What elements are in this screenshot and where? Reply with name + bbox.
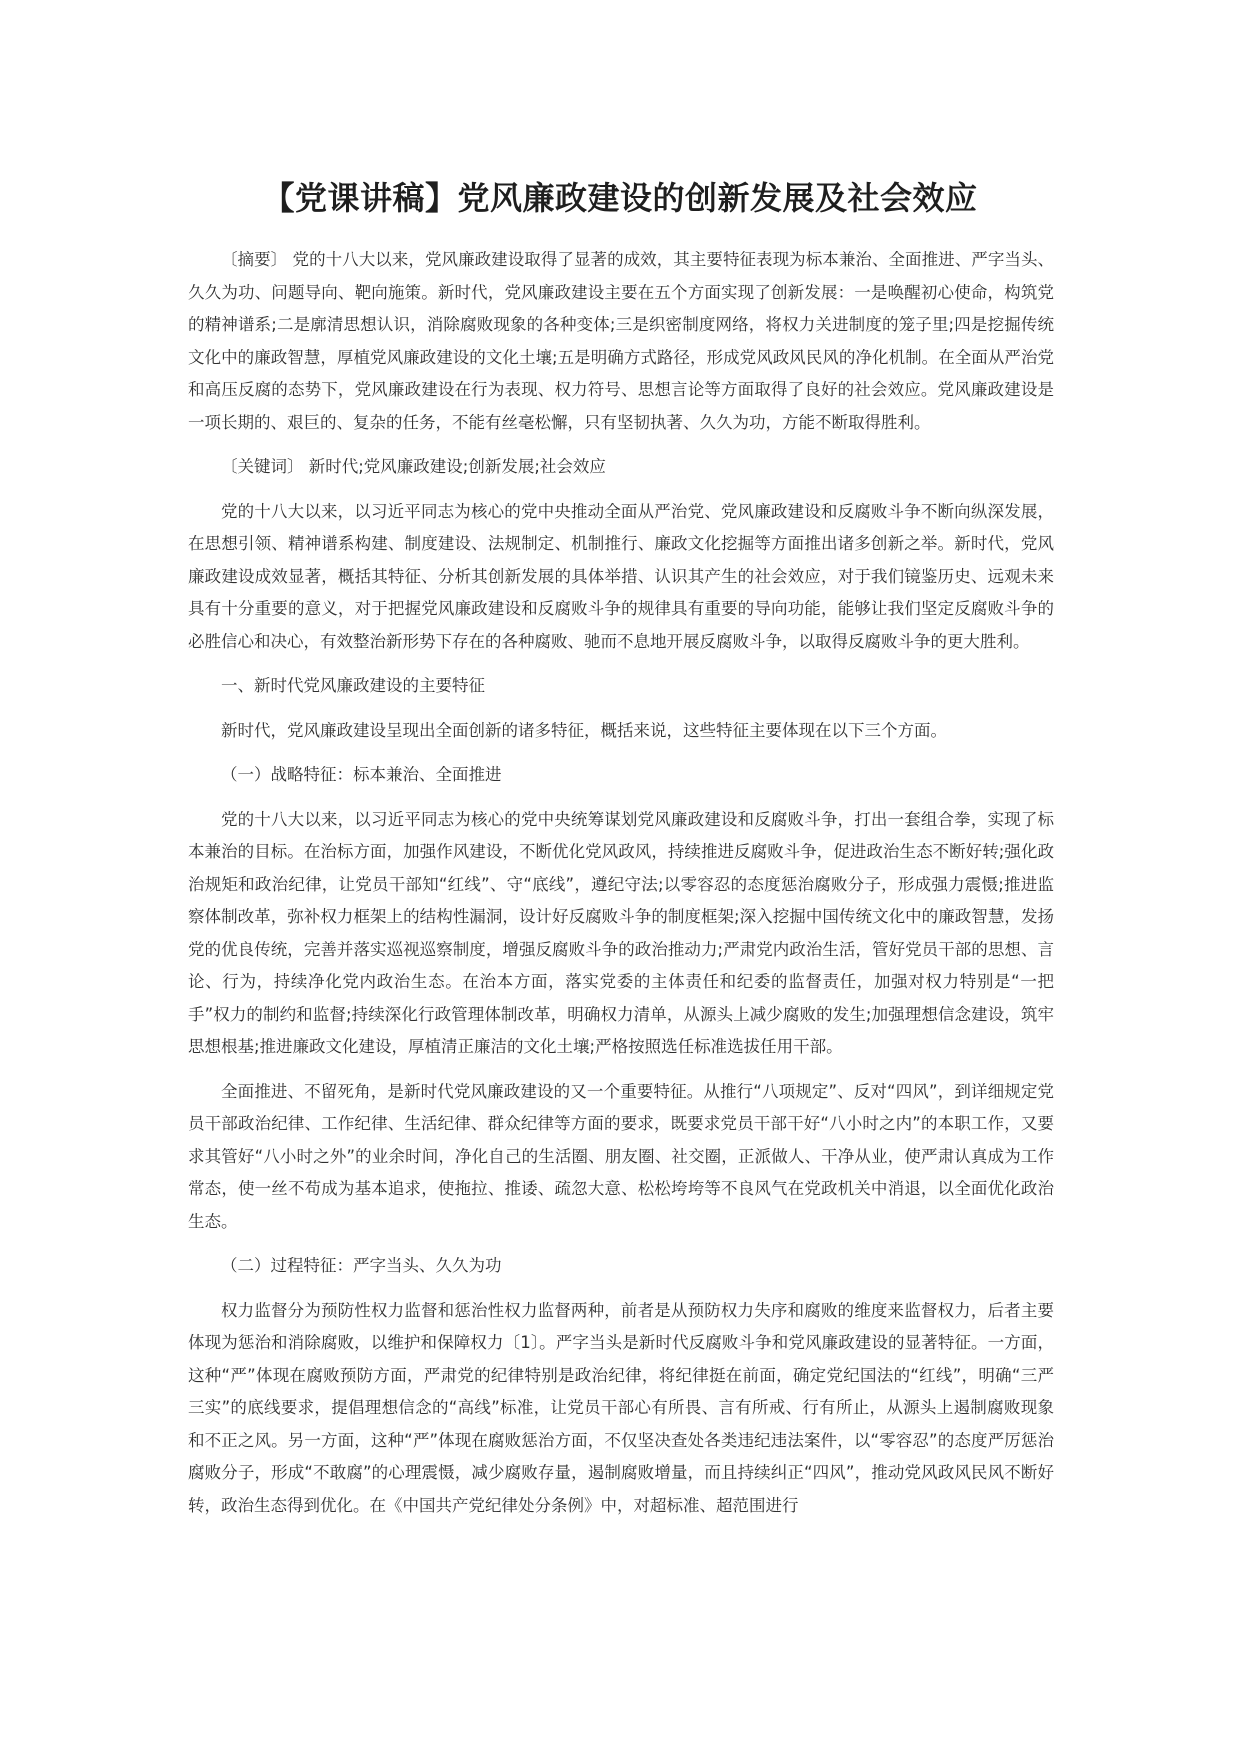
body-paragraph: 权力监督分为预防性权力监督和惩治性权力监督两种，前者是从预防权力失序和腐败的维度来监督权力，后者主要体现为惩治和消除腐败，以维护和保障权力〔1〕。严字当头是新时代反腐败斗争和党风廉政建设的显著特征。一方面，这种“严”体现在腐败预防方面，严肃党的纪律特别是政治纪律，将纪律挺在前面，确定党纪国法的“红线”，明确“三严三实”的底线要求，提倡理想信念的“高线”标准，让党员干部心有所畏、言有所戒、行有所止，从源头上遏制腐败现象和不正之风。另一方面，这种“严”体现在腐败惩治方面，不仅坚决查处各类违纪违法案件，以“零容忍”的态度严厉惩治腐败分子，形成“不敢腐”的心理震慑，减少腐败存量，遏制腐败增量，而且持续纠正“四风”，推动党风政风民风不断好转，政治生态得到优化。在《中国共产党纪律处分条例》中，对超标准、超范围进行 — [188, 1300, 1054, 1515]
intro-paragraph: 党的十八大以来，以习近平同志为核心的党中央推动全面从严治党、党风廉政建设和反腐败斗争不断向纵深发展，在思想引领、精神谱系构建、制度建设、法规制定、机制推行、廉政文化挖掘等方面推出诸多创新之举。新时代，党风廉政建设成效显著，概括其特征、分析其创新发展的具体举措、认识其产生的社会效应，对于我们镜鉴历史、远观未来具有十分重要的意义，对于把握党风廉政建设和反腐败斗争的规律具有重要的导向功能，能够让我们坚定反腐败斗争的必胜信心和决心，有效整治新形势下存在的各种腐败、驰而不息地开展反腐败斗争，以取得反腐败斗争的更大胜利。 — [188, 501, 1054, 651]
abstract-paragraph: 〔摘要〕 党的十八大以来，党风廉政建设取得了显著的成效，其主要特征表现为标本兼治、全面推进、严字当头、久久为功、问题导向、靶向施策。新时代，党风廉政建设主要在五个方面实现了创新发展：一是唤醒初心使命，构筑党的精神谱系;二是廓清思想认识，消除腐败现象的各种变体;三是织密制度网络，将权力关进制度的笼子里;四是挖掘传统文化中的廉政智慧，厚植党风廉政建设的文化土壤;五是明确方式路径，形成党风政风民风的净化机制。在全面从严治党和高压反腐的态势下，党风廉政建设在行为表现、权力符号、思想言论等方面取得了良好的社会效应。党风廉政建设是一项长期的、艰巨的、复杂的任务，不能有丝毫松懈，只有坚韧执著、久久为功，方能不断取得胜利。 — [188, 250, 1054, 432]
paragraph-gap — [188, 1238, 1054, 1250]
paragraph-gap — [188, 792, 1054, 804]
document-body — [188, 244, 1054, 1522]
paragraph-gap — [188, 1283, 1054, 1295]
subsection-heading: （一）战略特征：标本兼治、全面推进 — [221, 765, 502, 784]
paragraph-gap — [188, 747, 1054, 759]
paragraph-gap — [188, 658, 1054, 670]
subsection-heading: （二）过程特征：严字当头、久久为功 — [221, 1256, 502, 1275]
document-title: 【党课讲稿】党风廉政建设的创新发展及社会效应 — [262, 179, 978, 217]
section-intro-paragraph: 新时代，党风廉政建设呈现出全面创新的诸多特征，概括来说，这些特征主要体现在以下三个方面。 — [221, 720, 947, 740]
paragraph-gap — [188, 703, 1054, 715]
body-paragraph: 全面推进、不留死角，是新时代党风廉政建设的又一个重要特征。从推行“八项规定”、反对“四风”，到详细规定党员干部政治纪律、工作纪律、生活纪律、群众纪律等方面的要求，既要求党员干部干好“八小时之内”的本职工作，又要求其管好“八小时之外”的业余时间，净化自己的生活圈、朋友圈、社交圈，正派做人、干净从业，使严肃认真成为工作常态，使一丝不苟成为基本追求，使拖拉、推诿、疏忽大意、松松垮垮等不良风气在党政机关中消退，以全面优化政治生态。 — [188, 1081, 1054, 1231]
section-heading: 一、新时代党风廉政建设的主要特征 — [221, 676, 485, 695]
keywords-paragraph: 〔关键词〕 新时代;党风廉政建设;创新发展;社会效应 — [221, 457, 606, 476]
paragraph-gap — [188, 439, 1054, 451]
paragraph-gap — [188, 1064, 1054, 1076]
body-paragraph: 党的十八大以来，以习近平同志为核心的党中央统筹谋划党风廉政建设和反腐败斗争，打出一套组合拳，实现了标本兼治的目标。在治标方面，加强作风建设，不断优化党风政风，持续推进反腐败斗争，促进政治生态不断好转;强化政治规矩和政治纪律，让党员干部知“红线”、守“底线”，遵纪守法;以零容忍的态度惩治腐败分子，形成强力震慑;推进监察体制改革，弥补权力框架上的结构性漏洞，设计好反腐败斗争的制度框架;深入挖掘中国传统文化中的廉政智慧，发扬党的优良传统，完善并落实巡视巡察制度，增强反腐败斗争的政治推动力;严肃党内政治生活，管好党员干部的思想、言论、行为，持续净化党内政治生态。在治本方面，落实党委的主体责任和纪委的监督责任，加强对权力特别是“一把手”权力的制约和监督;持续深化行政管理体制改革，明确权力清单，从源头上减少腐败的发生;加强理想信念建设，筑牢思想根基;推进廉政文化建设，厚植清正廉洁的文化土壤;严格按照选任标准选拔任用干部。 — [188, 809, 1054, 1056]
paragraph-gap — [188, 484, 1054, 496]
